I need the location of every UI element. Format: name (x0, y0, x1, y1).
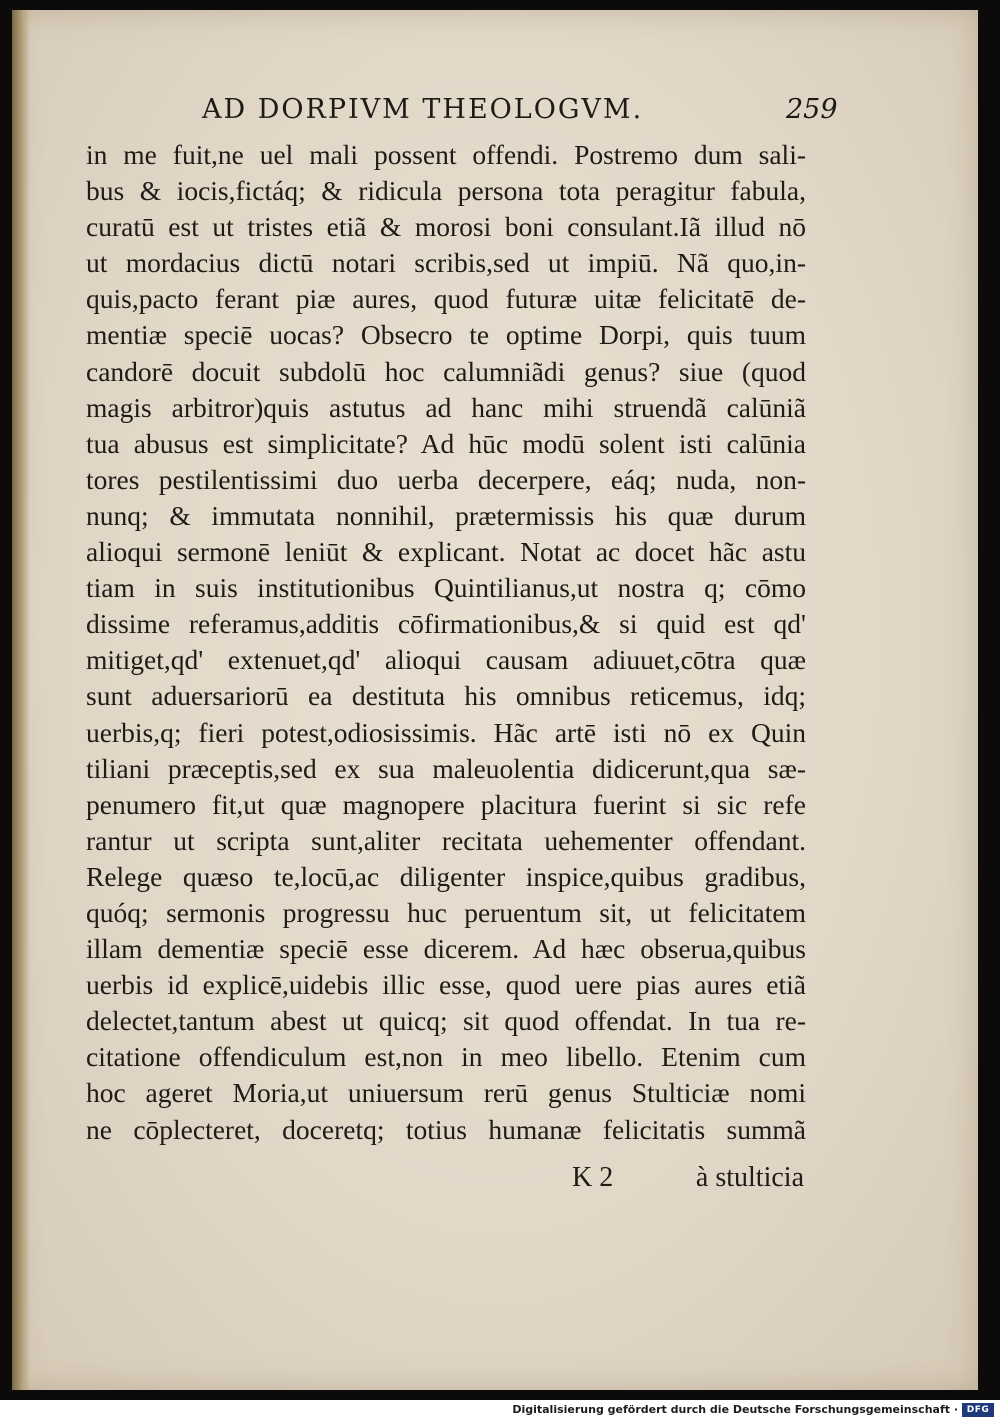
running-head-title: AD DORPIVM THEOLOGVM. (202, 94, 644, 125)
text-line: tiam in suis institutionibus Quintilianus,ut nostra q; cōmo (86, 572, 806, 604)
text-line: illam dementiæ speciē esse dicerem. Ad hæc obserua,quibus (86, 933, 806, 965)
text-line: tua abusus est simplicitate? Ad hūc modū solent isti calūnia (86, 427, 806, 459)
book-page (12, 10, 978, 1390)
text-line: mentiæ speciē uocas? Obsecro te optime Dorpi, quis tuum (86, 319, 806, 351)
text-line: magis arbitror)quis astutus ad hanc mihi struendã calūniã (86, 391, 806, 423)
text-line: nunq; & immutata nonnihil, prætermissis his quæ durum (86, 499, 806, 531)
catchline (572, 1162, 804, 1202)
text-line: ne cōplecteret, doceretq; totius humanæ felicitatis summã (86, 1113, 806, 1145)
text-line: candorē docuit subdolū hoc calumniãdi genus? siue (quod (86, 355, 806, 387)
page-number: 259 (786, 94, 838, 125)
text-line: delectet,tantum abest ut quicq; sit quod offendat. In tua re- (86, 1005, 806, 1037)
signature-mark: K 2 (572, 1162, 614, 1193)
digitization-footer (0, 1400, 1000, 1420)
funding-credit: Digitalisierung gefördert durch die Deutsche Forschungsgemeinschaft · (512, 1403, 958, 1416)
text-line: bus & iocis,fictáq; & ridicula persona tota peragitur fabula, (86, 175, 806, 207)
running-head (12, 10, 978, 135)
text-line: quis,pacto ferant piæ aures, quod futuræ uitæ felicitatē de- (86, 283, 806, 315)
text-line: sunt aduersariorū ea destituta his omnibus reticemus, idq; (86, 680, 806, 712)
body-text (86, 137, 806, 1148)
text-line: mitiget,qd' extenuet,qd' alioqui causam adiuuet,cōtra quæ (86, 644, 806, 676)
text-line: dissime referamus,additis cōfirmationibus,& si quid est qd' (86, 608, 806, 640)
text-line: ut mordacius dictū notari scribis,sed ut impiū. Nã quo,in- (86, 247, 806, 279)
text-line: quóq; sermonis progressu huc peruentum sit, ut felicitatem (86, 896, 806, 928)
text-line: in me fuit,ne uel mali possent offendi. Postremo dum sali- (86, 139, 806, 170)
text-line: uerbis,q; fieri potest,odiosissimis. Hãc artē isti nō ex Quin (86, 716, 806, 748)
page-spine-edge (12, 10, 30, 1390)
text-line: penumero fit,ut quæ magnopere placitura fuerint si sic refe (86, 788, 806, 820)
text-line: hoc ageret Moria,ut uniuersum rerū genus Stulticiæ nomi (86, 1077, 806, 1109)
text-line: alioqui sermonē leniūt & explicant. Notat ac docet hãc astu (86, 536, 806, 568)
text-line: tiliani præceptis,sed ex sua maleuolentia didicerunt,qua sæ- (86, 752, 806, 784)
text-line: tores pestilentissimi duo uerba decerpere, eáq; nuda, non- (86, 463, 806, 495)
text-line: rantur ut scripta sunt,aliter recitata uehementer offendant. (86, 824, 806, 856)
text-line: Relege quæso te,locū,ac diligenter inspice,quibus gradibus, (86, 860, 806, 892)
text-line: uerbis id explicē,uidebis illic esse, quod uere pias aures etiã (86, 969, 806, 1001)
catchword: à stulticia (695, 1162, 804, 1193)
text-line: citatione offendiculum est,non in meo libello. Etenim cum (86, 1041, 806, 1073)
text-line: curatū est ut tristes etiã & morosi boni consulant.Iã illud nō (86, 211, 806, 243)
dfg-logo-icon: DFG (962, 1403, 994, 1417)
